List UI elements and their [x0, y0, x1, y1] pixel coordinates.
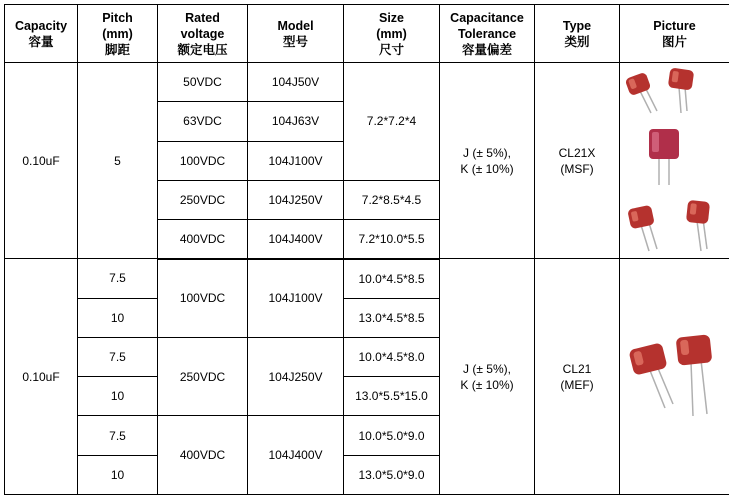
film-capacitor-mef-icon: [625, 332, 725, 422]
picture-cell: [620, 259, 729, 495]
size-cell: 13.0*4.5*8.5: [344, 298, 440, 337]
size-cell: 7.2*8.5*4.5: [344, 180, 440, 219]
spec-table: [4, 4, 729, 495]
size-cell: 10.0*4.5*8.5: [344, 259, 440, 298]
capacity-cell: 0.10uF: [5, 63, 78, 259]
voltage-cell: 400VDC: [158, 220, 248, 259]
size-cell: 13.0*5.5*15.0: [344, 377, 440, 416]
voltage-cell: 100VDC: [158, 259, 248, 338]
voltage-cell: 250VDC: [158, 337, 248, 416]
model-cell: 104J63V: [248, 102, 344, 141]
picture-cell: [620, 63, 729, 259]
type-cell: CL21 (MEF): [535, 259, 620, 495]
model-cell: 104J400V: [248, 220, 344, 259]
voltage-cell: 400VDC: [158, 416, 248, 495]
size-cell: 10.0*4.5*8.0: [344, 337, 440, 376]
header-type: Type 类别: [535, 5, 620, 63]
type-cell: CL21X (MSF): [535, 63, 620, 259]
model-cell: 104J100V: [248, 141, 344, 180]
model-cell: 104J250V: [248, 337, 344, 416]
header-tolerance: Capacitance Tolerance 容量偏差: [440, 5, 535, 63]
size-cell: 7.2*7.2*4: [344, 63, 440, 181]
film-capacitor-msf-icon: [623, 67, 727, 255]
pitch-cell: 10: [78, 455, 158, 494]
header-pitch: Pitch (mm) 脚距: [78, 5, 158, 63]
tolerance-cell: J (± 5%), K (± 10%): [440, 63, 535, 259]
header-size: Size (mm) 尺寸: [344, 5, 440, 63]
capacity-cell: 0.10uF: [5, 259, 78, 495]
model-cell: 104J100V: [248, 259, 344, 338]
pitch-cell: 5: [78, 63, 158, 259]
header-picture: Picture 图片: [620, 5, 729, 63]
table-row: [5, 259, 729, 298]
voltage-cell: 100VDC: [158, 141, 248, 180]
tolerance-cell: J (± 5%), K (± 10%): [440, 259, 535, 495]
size-cell: 10.0*5.0*9.0: [344, 416, 440, 455]
pitch-cell: 10: [78, 298, 158, 337]
pitch-cell: 7.5: [78, 259, 158, 298]
header-model: Model 型号: [248, 5, 344, 63]
header-rated-voltage: Rated voltage 额定电压: [158, 5, 248, 63]
model-cell: 104J400V: [248, 416, 344, 495]
pitch-cell: 7.5: [78, 416, 158, 455]
voltage-cell: 50VDC: [158, 63, 248, 102]
model-cell: 104J50V: [248, 63, 344, 102]
voltage-cell: 250VDC: [158, 180, 248, 219]
pitch-cell: 7.5: [78, 337, 158, 376]
size-cell: 13.0*5.0*9.0: [344, 455, 440, 494]
model-cell: 104J250V: [248, 180, 344, 219]
pitch-cell: 10: [78, 377, 158, 416]
size-cell: 7.2*10.0*5.5: [344, 220, 440, 259]
header-row: [5, 5, 729, 63]
voltage-cell: 63VDC: [158, 102, 248, 141]
table-row: [5, 63, 729, 102]
header-capacity: Capacity 容量: [5, 5, 78, 63]
